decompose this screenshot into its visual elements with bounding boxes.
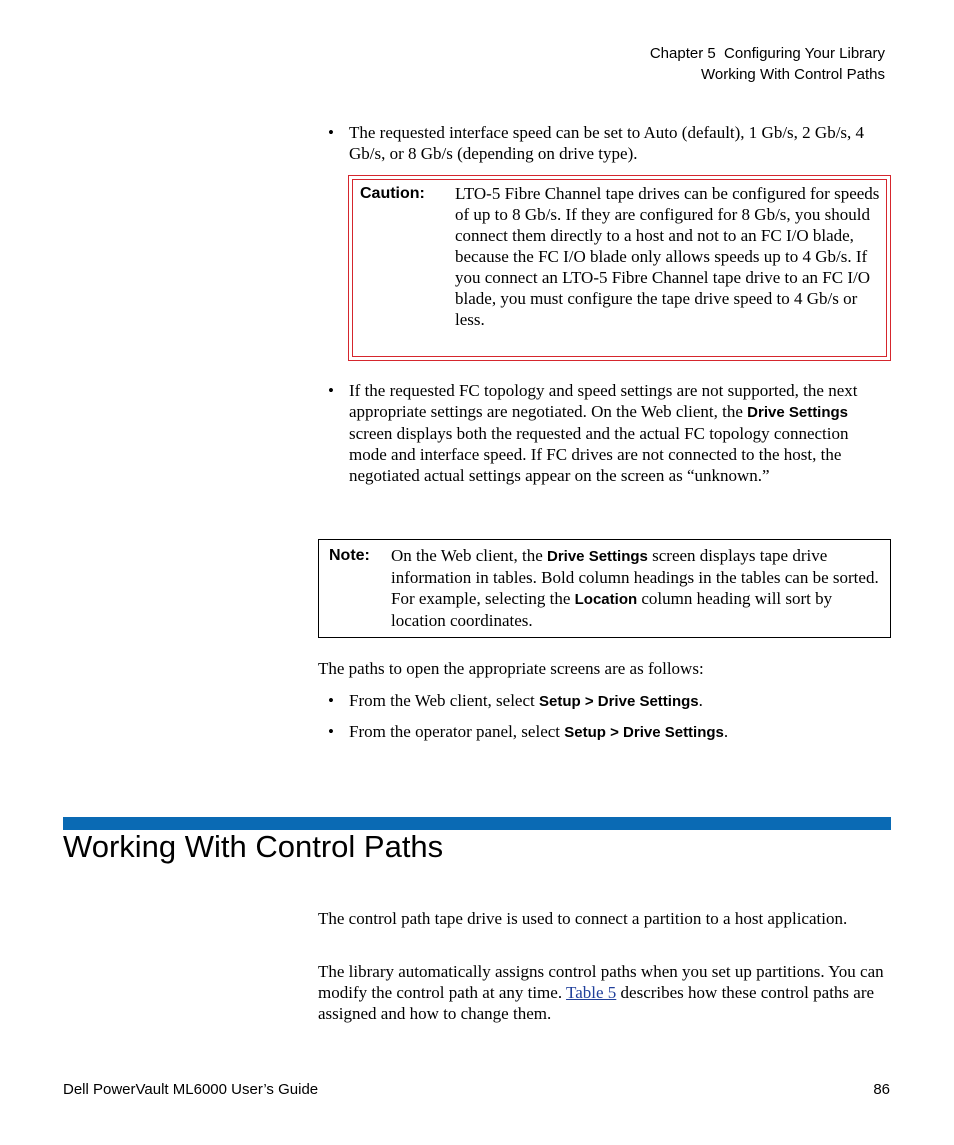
- page-number: 86: [873, 1081, 890, 1098]
- caution-label: Caution:: [360, 185, 425, 202]
- bullet-icon: •: [328, 691, 334, 710]
- paragraph: The control path tape drive is used to connect a partition to a host application.: [318, 909, 848, 928]
- paragraph-part2: describes how these control paths are assigned and how to change them.: [318, 983, 875, 1023]
- bullet-text: [349, 721, 889, 743]
- bullet-text: [349, 380, 889, 486]
- section-title: Working With Control Paths: [63, 829, 444, 864]
- bullet-icon: •: [328, 381, 334, 400]
- bullet-icon: •: [328, 722, 334, 741]
- bullet-text-part2: screen displays both the requested and the actual FC topology connection mode and interface speed. If FC drives are not connected to the host, the negotiated actual settings appear on the screen as “unknown.”: [349, 424, 849, 485]
- path-web-prefix: From the Web client, select: [349, 691, 539, 710]
- paths-intro: The paths to open the appropriate screens are as follows:: [318, 659, 704, 678]
- path-panel-suffix: .: [723, 722, 729, 741]
- header-section: Working With Control Paths: [701, 66, 885, 83]
- note-text-part3: column heading will sort by location coordinates.: [391, 589, 833, 630]
- footer-title: Dell PowerVault ML6000 User’s Guide: [63, 1081, 319, 1098]
- running-header: [650, 43, 885, 85]
- header-chapter: Chapter 5 Configuring Your Library: [649, 45, 885, 62]
- ui-term-drive-settings: Drive Settings: [547, 548, 648, 565]
- ui-term-drive-settings: Drive Settings: [747, 404, 849, 421]
- bullet-text-part1: If the requested FC topology and speed settings are not supported, the next appropriate settings are negotiated. On the Web client, the: [349, 381, 858, 421]
- paragraph-part1: The library automatically assigns control paths when you set up partitions. You can modify the control path at any time.: [318, 962, 884, 1002]
- bullet-icon: •: [328, 123, 334, 142]
- ui-term-location: Location: [574, 591, 638, 608]
- ui-term-setup-drive-settings: Setup > Drive Settings: [564, 724, 724, 741]
- caution-text: LTO-5 Fibre Channel tape drives can be configured for speeds of up to 8 Gb/s. If they are configured for 8 Gb/s, you should connect them directly to a host and not to an FC I/O blade, because the FC I/O blade only allows speeds up to 4 Gb/s. If you connect an LTO-5 Fibre Channel tape drive to an FC I/O blade, you must configure the tape drive speed to 4 Gb/s or less.: [455, 184, 880, 329]
- ui-term-setup-drive-settings: Setup > Drive Settings: [539, 693, 699, 710]
- note-label: Note:: [329, 547, 370, 564]
- table-5-link[interactable]: Table 5: [566, 983, 617, 1002]
- path-web-suffix: .: [698, 691, 703, 710]
- note-text: [391, 545, 886, 631]
- bullet-text: The requested interface speed can be set to Auto (default), 1 Gb/s, 2 Gb/s, 4 Gb/s, or 8 Gb/s (depending on drive type).: [349, 123, 865, 163]
- note-text-part2: screen displays tape drive information in tables. Bold column headings in the tables can be sorted. For example, selecting the: [391, 546, 879, 608]
- path-panel-prefix: From the operator panel, select: [349, 722, 565, 741]
- paragraph: [318, 961, 890, 1024]
- bullet-text: [349, 690, 889, 712]
- note-text-part1: On the Web client, the: [391, 546, 547, 565]
